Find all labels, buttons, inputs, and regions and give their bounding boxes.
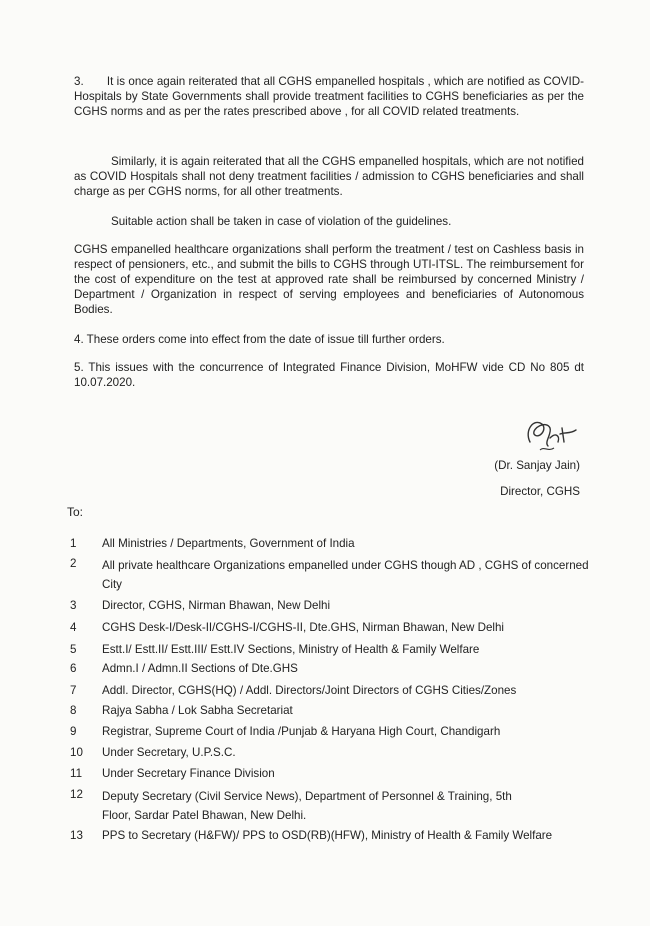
paragraph-5: 5. This issues with the concurrence of Integrated Finance Division, MoHFW vide CD No 805 dt 10.07.2020. [74,361,584,389]
list-item-text: Deputy Secretary (Civil Service News), Department of Personnel & Training, 5th Floor, Sardar Patel Bhawan, New Delhi. [102,790,512,822]
list-item-number: 7 [70,684,77,697]
list-item-text: Under Secretary, U.P.S.C. [102,746,236,759]
list-item-number: 12 [70,788,83,801]
list-item-text: Registrar, Supreme Court of India /Punjab & Haryana High Court, Chandigarh [102,725,501,738]
list-item-number: 13 [70,829,83,842]
signatory-name: (Dr. Sanjay Jain) [494,459,580,472]
signatory-designation: Director, CGHS [500,485,580,498]
list-item-text: Under Secretary Finance Division [102,767,275,780]
list-item-text: Estt.I/ Estt.II/ Estt.III/ Estt.IV Sections, Ministry of Health & Family Welfare [102,643,480,656]
paragraph-cashless: CGHS empanelled healthcare organizations shall perform the treatment / test on Cashless basis in respect of pensioners, etc., and submit the bills to CGHS through UTI-ITSL. The reimbursement for the cost of expenditure on the test at approved rate shall be reimbursed by concerned Ministry / Department / Organization in respect of serving employees and beneficiaries of Autonomous Bodies. [74,243,584,316]
to-label: To: [67,505,84,519]
list-item-number: 5 [70,643,77,656]
list-item-text: All Ministries / Departments, Government of India [102,537,355,550]
paragraph-action: Suitable action shall be taken in case of violation of the guidelines. [111,215,452,228]
list-item-number: 9 [70,725,77,738]
list-item-text: Director, CGHS, Nirman Bhawan, New Delhi [102,599,331,612]
list-item-number: 10 [70,746,83,759]
list-item-number: 2 [70,557,77,570]
list-item-number: 6 [70,662,77,675]
paragraph-4: 4. These orders come into effect from the date of issue till further orders. [74,333,445,346]
list-item-text: Rajya Sabha / Lok Sabha Secretariat [102,704,293,717]
paragraph-similarly: Similarly, it is again reiterated that all the CGHS empanelled hospitals, which are not notified as COVID Hospitals shall not deny treatment facilities / admission to CGHS beneficiaries and shall charge as per CGHS norms, for all other treatments. [74,155,584,198]
handwritten-signature [520,412,582,456]
list-item-text: Addl. Director, CGHS(HQ) / Addl. Directors/Joint Directors of CGHS Cities/Zones [102,684,517,697]
list-item-text: All private healthcare Organizations empanelled under CGHS though AD , CGHS of concerned City [102,559,589,591]
list-item-text: CGHS Desk-I/Desk-II/CGHS-I/CGHS-II, Dte.GHS, Nirman Bhawan, New Delhi [102,621,504,634]
list-item-text: PPS to Secretary (H&FW)/ PPS to OSD(RB)(HFW), Ministry of Health & Family Welfare [102,829,553,842]
paragraph-3: 3. It is once again reiterated that all CGHS empanelled hospitals , which are notified as COVID-Hospitals by State Governments shall provide treatment facilities to CGHS beneficiaries as per the CGHS norms and as per the rates prescribed above , for all COVID related treatments. [74,75,584,118]
list-item-text: Admn.I / Admn.II Sections of Dte.GHS [102,662,298,675]
list-item-number: 11 [70,767,83,780]
list-item-number: 3 [70,599,77,612]
list-item-number: 1 [70,537,77,550]
list-item-number: 4 [70,621,77,634]
list-item-number: 8 [70,704,77,717]
